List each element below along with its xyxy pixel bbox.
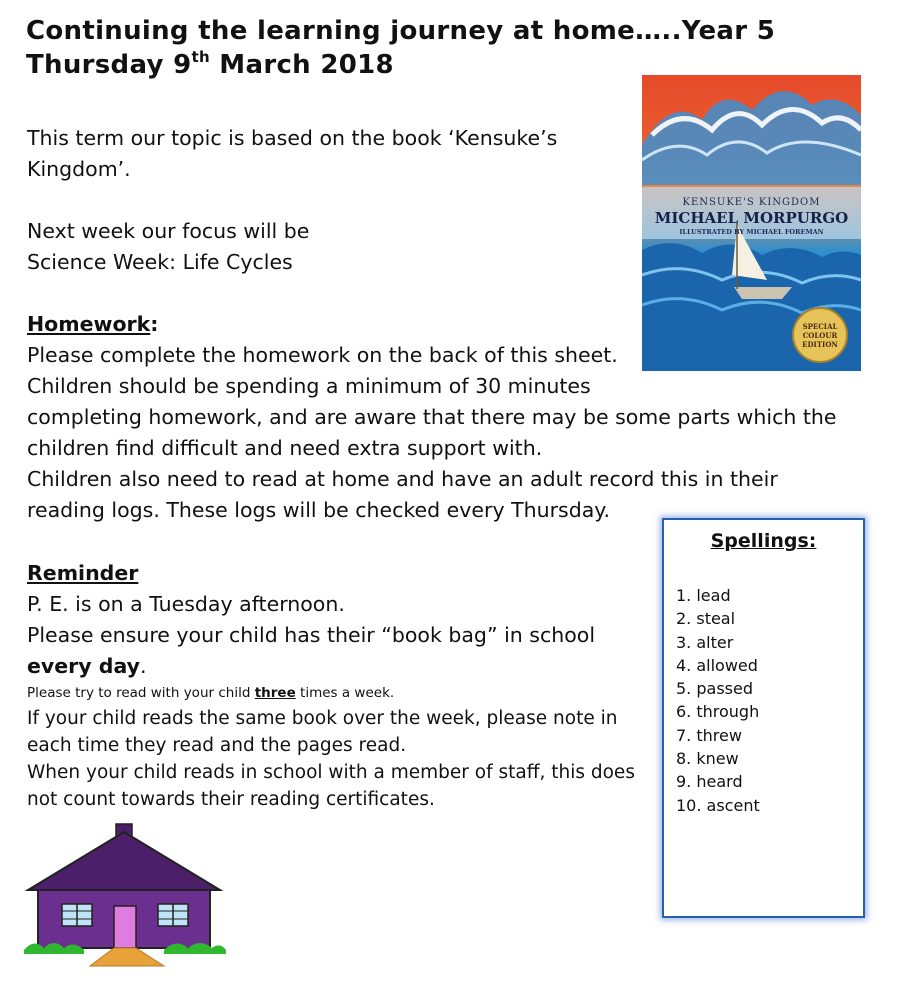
spelling-item: 2. steal [676,609,736,629]
bush-right [164,943,226,954]
every-day-line [27,651,595,682]
reading-line: When your child reads in school with a member of staff, this does [27,762,635,783]
homework-line: completing homework, and are aware that there may be some parts which the [27,405,837,429]
spelling-item: 7. threw [676,725,742,745]
special-edition-badge [792,307,848,363]
reading-paragraph [27,705,635,813]
reading-line: not count towards their reading certificates. [27,789,435,810]
book-illustrator: ILLUSTRATED BY MICHAEL FOREMAN [679,228,824,236]
topic-line-1: This term our topic is based on the book ‘Kensuke’s [27,126,558,150]
read-line-post: times a week. [295,685,395,701]
topic-paragraph [27,123,557,185]
badge-line-3: EDITION [802,339,838,349]
title-line-1: Continuing the learning journey at home…..Year 5 [26,16,776,46]
homework-line: Children should be spending a minimum of 30 minutes [27,374,591,398]
spelling-item: 4. allowed [676,655,758,675]
homework-line: Children also need to read at home and have an adult record this in their [27,467,778,491]
homework-line: reading logs. These logs will be checked every Thursday. [27,498,611,522]
book-title: KENSUKE'S KINGDOM [682,197,821,208]
page-title [26,14,775,82]
spellings-box [662,518,865,918]
badge-line-2: COLOUR [802,330,838,340]
badge-line-1: SPECIAL [802,321,838,331]
house-window-right [158,904,188,926]
focus-paragraph [27,216,309,278]
reading-line: If your child reads the same book over the week, please note in [27,708,618,729]
reminder-heading: Reminder [27,561,139,585]
focus-line-2: Science Week: Life Cycles [27,250,293,274]
spelling-item: 6. through [676,702,760,722]
book-cover-image [642,75,861,371]
spelling-item: 5. passed [676,679,753,699]
reminder-section [27,558,595,682]
spelling-item: 9. heard [676,772,743,792]
reading-line: each time they read and the pages read. [27,735,407,756]
every-day-dot: . [140,654,147,678]
topic-line-2: Kingdom’. [27,157,131,181]
read-line-pre: Please try to read with your child [27,685,255,701]
book-author: MICHAEL MORPURGO [654,209,849,227]
homework-line: children find difficult and need extra support with. [27,436,543,460]
spelling-item: 10. ascent [676,795,760,815]
spelling-item: 3. alter [676,632,734,652]
homework-heading-colon: : [150,312,159,336]
house-roof [28,832,220,890]
house-clipart [24,820,226,968]
read-three-times-line [27,684,394,702]
spelling-item: 8. knew [676,749,739,769]
spellings-title: Spellings: [710,530,817,552]
book-bag-line: Please ensure your child has their “book bag” in school [27,623,596,647]
focus-line-1: Next week our focus will be [27,219,310,243]
date-suffix: th [191,48,210,66]
house-path [90,948,164,966]
homework-line: Please complete the homework on the back of this sheet. [27,343,618,367]
homework-heading-text: Homework [27,312,151,336]
read-line-three: three [254,685,296,701]
house-door [114,906,136,948]
spelling-item: 1. lead [676,586,731,605]
bush-left [24,943,84,954]
date-text: Thursday 9 [26,50,192,80]
pe-line: P. E. is on a Tuesday afternoon. [27,592,345,616]
spellings-list [676,584,760,817]
date-month-year: March 2018 [209,50,394,80]
every-day-text: every day [27,654,141,678]
house-window-left [62,904,92,926]
